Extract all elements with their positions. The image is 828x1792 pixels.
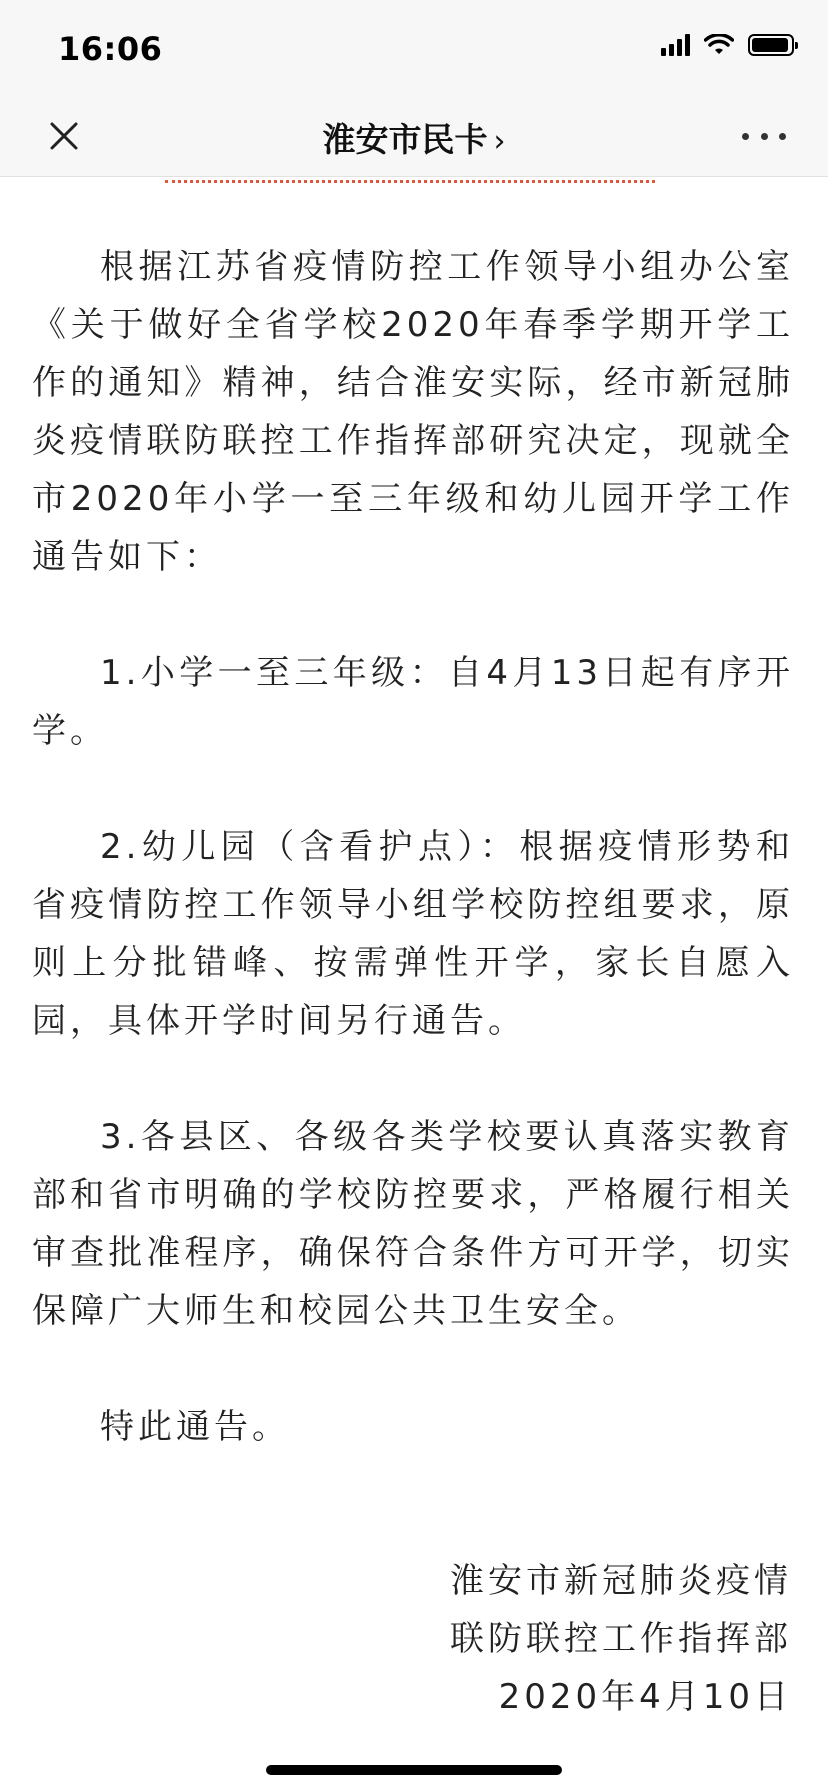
page-title: 淮安市民卡 — [322, 120, 488, 159]
article-body — [32, 238, 794, 1494]
paragraph-intro: 根据江苏省疫情防控工作领导小组办公室《关于做好全省学校2020年春季学期开学工作的通知》精神，结合淮安实际，经市新冠肺炎疫情联防联控工作指挥部研究决定，现就全市2020年小学一至三年级和幼儿园开学工作通告如下： — [32, 247, 794, 577]
signature-line-2: 联防联控工作指挥部 — [450, 1619, 792, 1659]
decorative-divider — [165, 180, 655, 183]
nav-bar — [0, 100, 828, 177]
cellular-signal-icon — [661, 34, 690, 56]
status-time: 16:06 — [58, 30, 163, 68]
signature-line-1: 淮安市新冠肺炎疫情 — [450, 1561, 792, 1601]
signature-block — [450, 1552, 792, 1726]
paragraph-item-3: 3.各县区、各级各类学校要认真落实教育部和省市明确的学校防控要求，严格履行相关审查批准程序，确保符合条件方可开学，切实保障广大师生和校园公共卫生安全。 — [32, 1117, 794, 1331]
more-icon[interactable] — [742, 124, 786, 148]
status-icons — [661, 34, 794, 56]
battery-icon — [748, 34, 794, 56]
chevron-right-icon: › — [493, 124, 506, 159]
home-indicator[interactable] — [266, 1765, 562, 1775]
signature-date: 2020年4月10日 — [498, 1677, 792, 1717]
paragraph-item-2: 2.幼儿园（含看护点）：根据疫情形势和省疫情防控工作领导小组学校防控组要求，原则上分批错峰、按需弹性开学，家长自愿入园，具体开学时间另行通告。 — [32, 827, 794, 1041]
paragraph-closing: 特此通告。 — [100, 1407, 290, 1447]
wifi-icon — [704, 34, 734, 56]
account-title-link[interactable] — [0, 114, 828, 161]
paragraph-item-1: 1.小学一至三年级：自4月13日起有序开学。 — [32, 653, 794, 751]
status-bar — [0, 0, 828, 100]
